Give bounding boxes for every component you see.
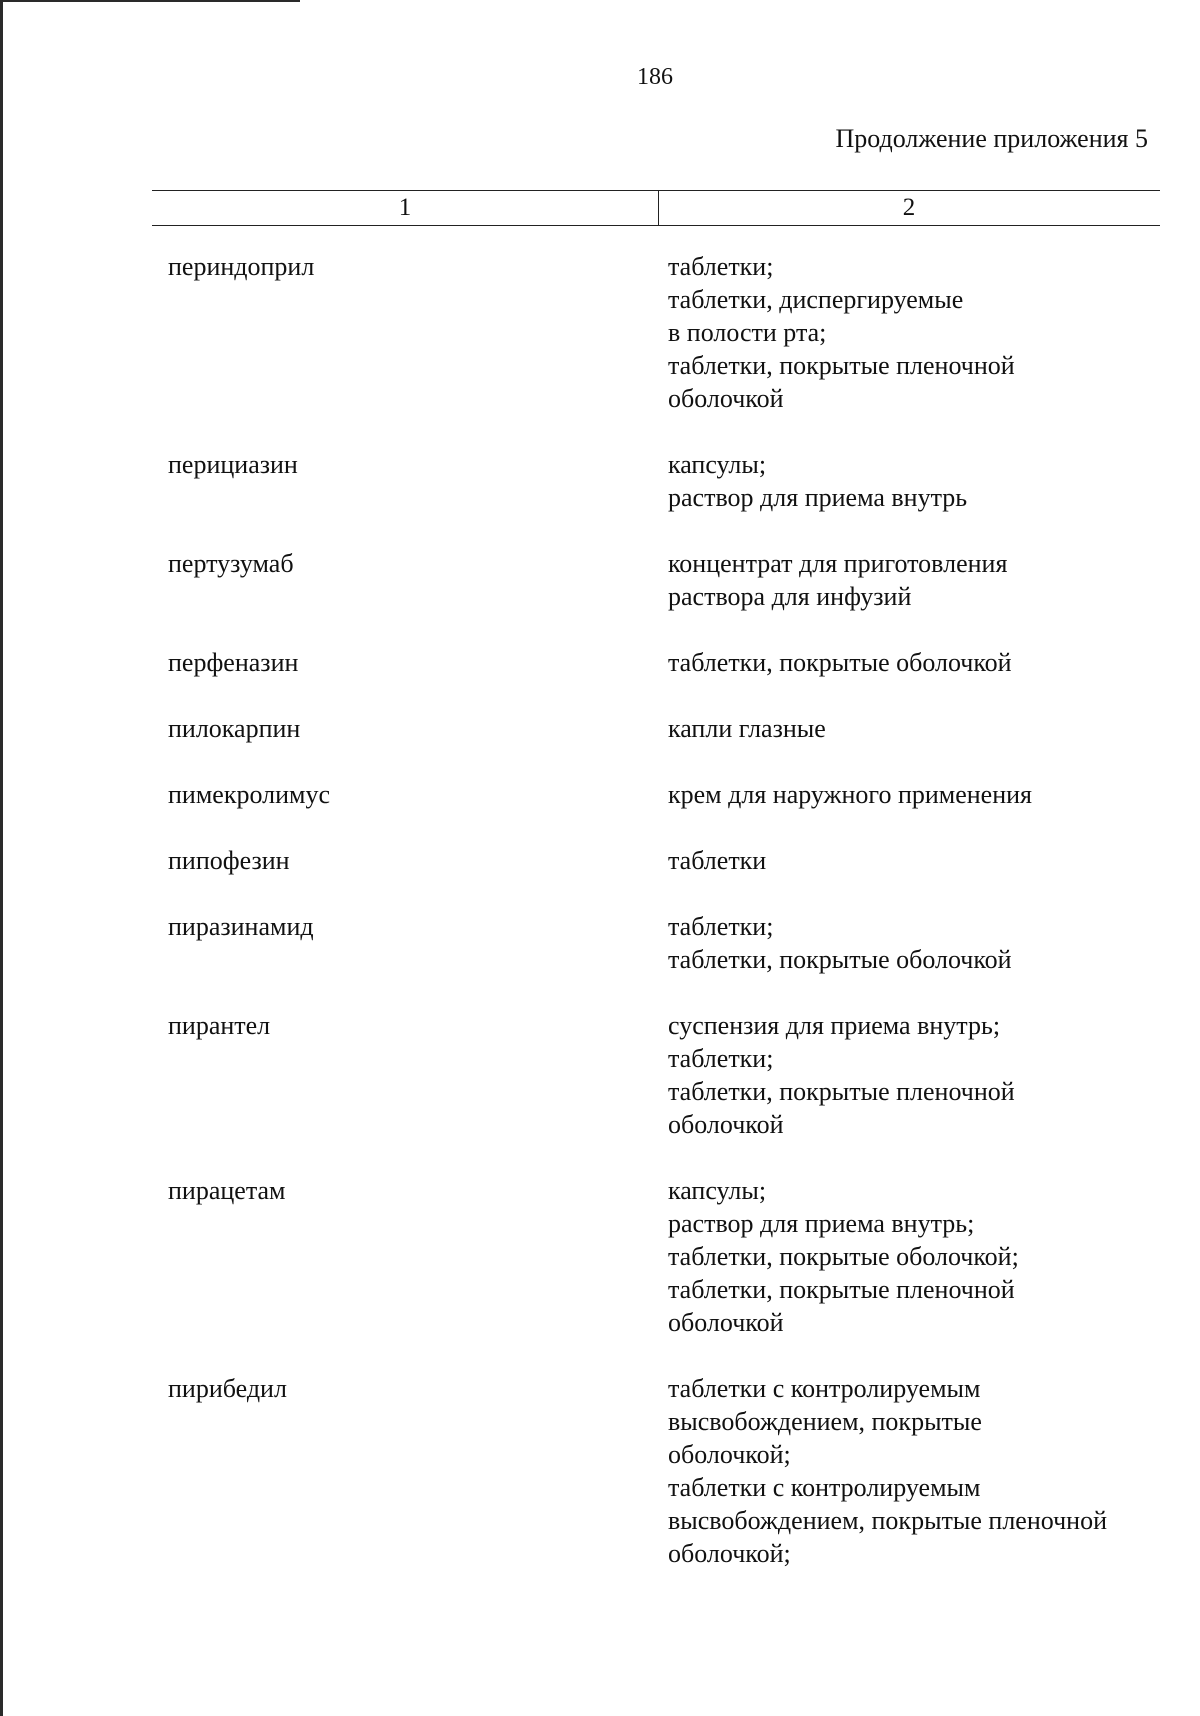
dosage-form-line: оболочкой; xyxy=(668,1539,791,1568)
dosage-form-line: оболочкой xyxy=(668,1308,784,1337)
dosage-form-line: таблетки, покрытые пленочной xyxy=(668,351,1015,380)
table-body xyxy=(0,250,1200,1603)
dosage-form-line: таблетки с контролируемым xyxy=(668,1374,981,1403)
dosage-forms xyxy=(668,778,1188,811)
table-row xyxy=(0,712,1200,745)
dosage-form-line: раствор для приема внутрь; xyxy=(668,1209,975,1238)
dosage-forms xyxy=(668,448,1188,514)
dosage-form-line: таблетки; xyxy=(668,252,774,281)
dosage-forms xyxy=(668,1372,1188,1570)
dosage-form-line: таблетки xyxy=(668,846,767,875)
drug-name: пипофезин xyxy=(168,846,290,875)
drug-name: пиразинамид xyxy=(168,912,314,941)
dosage-form-line: раствор для приема внутрь xyxy=(668,483,968,512)
dosage-form-line: таблетки, покрытые пленочной xyxy=(668,1275,1015,1304)
dosage-form-line: таблетки, диспергируемые xyxy=(668,285,964,314)
drug-name: пирацетам xyxy=(168,1176,286,1205)
table-header xyxy=(152,190,1160,226)
dosage-form-line: таблетки, покрытые оболочкой xyxy=(668,945,1012,974)
table-row xyxy=(0,547,1200,613)
table-row xyxy=(0,910,1200,976)
dosage-form-line: таблетки; xyxy=(668,1044,774,1073)
dosage-form-line: высвобождением, покрытые пленочной xyxy=(668,1506,1107,1535)
table-row xyxy=(0,448,1200,514)
dosage-form-line: таблетки с контролируемым xyxy=(668,1473,981,1502)
drug-name: пирантел xyxy=(168,1011,271,1040)
dosage-forms xyxy=(668,250,1188,415)
table-row xyxy=(0,1009,1200,1141)
dosage-form-line: оболочкой xyxy=(668,384,784,413)
dosage-form-line: таблетки, покрытые пленочной xyxy=(668,1077,1015,1106)
dosage-form-line: в полости рта; xyxy=(668,318,827,347)
dosage-form-line: таблетки; xyxy=(668,912,774,941)
column-header-2: 2 xyxy=(902,194,916,221)
table-row xyxy=(0,250,1200,415)
table-row xyxy=(0,844,1200,877)
table-row xyxy=(0,646,1200,679)
page-number: 186 xyxy=(637,64,673,90)
drug-name: пертузумаб xyxy=(168,549,294,578)
drug-name: перфеназин xyxy=(168,648,299,677)
dosage-form-line: таблетки, покрытые оболочкой xyxy=(668,648,1012,677)
drug-name: периндоприл xyxy=(168,252,315,281)
dosage-form-line: капсулы; xyxy=(668,450,767,479)
dosage-forms xyxy=(668,844,1188,877)
dosage-forms xyxy=(668,1009,1188,1141)
drug-name: пирибедил xyxy=(168,1374,287,1403)
table-row xyxy=(0,778,1200,811)
dosage-form-line: оболочкой xyxy=(668,1110,784,1139)
dosage-forms xyxy=(668,712,1188,745)
continuation-label: Продолжение приложения 5 xyxy=(835,124,1148,153)
column-header-1: 1 xyxy=(152,191,659,225)
dosage-form-line: крем для наружного применения xyxy=(668,780,1033,809)
drug-name: перициазин xyxy=(168,450,298,479)
dosage-form-line: таблетки, покрытые оболочкой; xyxy=(668,1242,1019,1271)
scan-edge-top xyxy=(0,0,300,2)
dosage-form-line: раствора для инфузий xyxy=(668,582,912,611)
dosage-forms xyxy=(668,646,1188,679)
dosage-forms xyxy=(668,547,1188,613)
dosage-forms xyxy=(668,1174,1188,1339)
dosage-form-line: капсулы; xyxy=(668,1176,767,1205)
drug-name: пилокарпин xyxy=(168,714,301,743)
drug-name: пимекролимус xyxy=(168,780,330,809)
dosage-forms xyxy=(668,910,1188,976)
dosage-form-line: оболочкой; xyxy=(668,1440,791,1469)
dosage-form-line: капли глазные xyxy=(668,714,826,743)
dosage-form-line: концентрат для приготовления xyxy=(668,549,1008,578)
table-row xyxy=(0,1372,1200,1570)
dosage-form-line: суспензия для приема внутрь; xyxy=(668,1011,1001,1040)
table-row xyxy=(0,1174,1200,1339)
dosage-form-line: высвобождением, покрытые xyxy=(668,1407,982,1436)
